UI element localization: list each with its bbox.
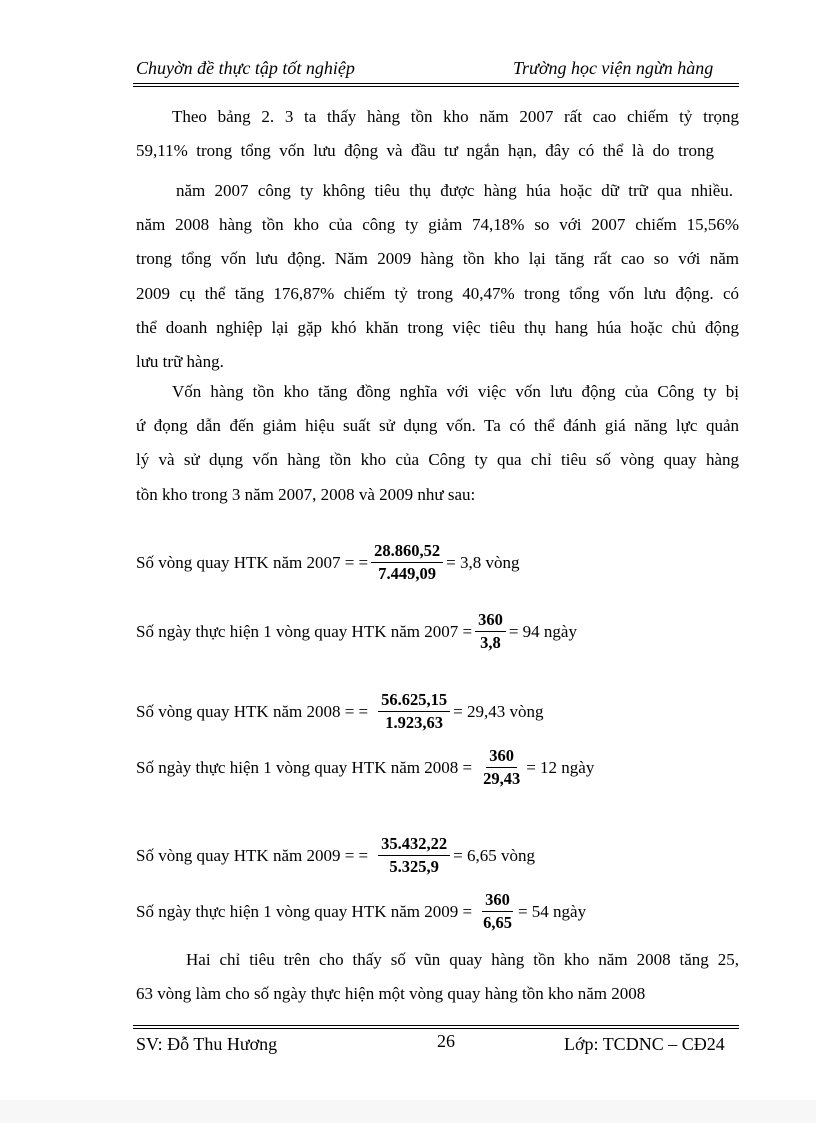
formula-turnover-2007 bbox=[136, 541, 519, 584]
text-line: 59,11% trong tổng vốn lưu động và đầu tư ngắn hạn, đây có thể là do trong bbox=[136, 141, 714, 161]
fraction bbox=[480, 746, 523, 789]
text-line: ứ đọng dẫn đến giảm hiệu suất sử dụng vốn. Ta có thể đánh giá năng lực quản bbox=[136, 416, 739, 436]
formula-result: = 12 ngày bbox=[526, 757, 595, 777]
fraction-denominator: 29,43 bbox=[483, 769, 521, 788]
formula-days-2009 bbox=[136, 890, 586, 933]
formula-label: Số vòng quay HTK năm 2008 = = bbox=[136, 701, 369, 721]
paragraph-conclusion bbox=[136, 943, 739, 1011]
footer-rule bbox=[133, 1025, 739, 1026]
fraction-numerator: 28.860,52 bbox=[371, 541, 443, 563]
text-line: năm 2007 công ty không tiêu thụ được hàng húa hoặc dữ trữ qua nhiều. bbox=[176, 181, 733, 200]
formula-label: Số vòng quay HTK năm 2009 = = bbox=[136, 845, 369, 865]
text-line: trong tổng vốn lưu động. Năm 2009 hàng tồn kho lại tăng rất cao so với năm bbox=[136, 249, 739, 269]
fraction-denominator: 5.325,9 bbox=[389, 857, 439, 876]
paragraph-inventory-trend bbox=[136, 174, 739, 379]
header-rule-double bbox=[133, 86, 739, 87]
formula-days-2008 bbox=[136, 746, 594, 789]
paragraph-inventory-2007 bbox=[136, 100, 739, 168]
fraction bbox=[475, 610, 506, 653]
text-line: 63 vòng làm cho số ngày thực hiện một vòng quay hàng tồn kho năm 2008 bbox=[136, 984, 646, 1004]
text-line: 2009 cụ thể tăng 176,87% chiếm tỷ trong 40,47% trong tổng vốn lưu động. có bbox=[136, 283, 739, 303]
fraction-denominator: 1.923,63 bbox=[385, 713, 444, 732]
fraction-denominator: 7.449,09 bbox=[378, 564, 437, 583]
fraction bbox=[371, 541, 443, 584]
page-number: 26 bbox=[437, 1031, 455, 1051]
fraction bbox=[480, 890, 515, 933]
text-line: lý và sử dụng vốn hàng tồn kho của Công ty qua chỉ tiêu số vòng quay hàng bbox=[136, 450, 739, 470]
formula-label: Số vòng quay HTK năm 2007 = = bbox=[136, 552, 369, 572]
formula-label: Số ngày thực hiện 1 vòng quay HTK năm 2008 = bbox=[136, 757, 473, 777]
text-line: năm 2008 hàng tồn kho của công ty giảm 74,18% so với 2007 chiếm 15,56% bbox=[136, 215, 739, 235]
footer-class: Lớp: TCDNC – CĐ24 bbox=[564, 1034, 725, 1054]
fraction-numerator: 360 bbox=[482, 890, 513, 912]
formula-label: Số ngày thực hiện 1 vòng quay HTK năm 2007 = bbox=[136, 621, 473, 641]
formula-result: = 6,65 vòng bbox=[453, 845, 535, 865]
formula-result: = 3,8 vòng bbox=[446, 552, 520, 572]
fraction-numerator: 360 bbox=[486, 746, 517, 768]
fraction-numerator: 56.625,15 bbox=[378, 690, 450, 712]
formula-result: = 54 ngày bbox=[517, 901, 587, 921]
header-rule bbox=[133, 83, 739, 84]
formula-result: = 94 ngày bbox=[508, 621, 577, 641]
text-line: thể doanh nghiệp lại gặp khó khăn trong việc tiêu thụ hang húa hoặc chủ động bbox=[136, 317, 739, 337]
formula-result: = 29,43 vòng bbox=[453, 701, 544, 721]
text-line: lưu trữ hàng. bbox=[136, 352, 224, 372]
fraction-denominator: 3,8 bbox=[480, 633, 501, 652]
header-institution: Trường học viện ngừn hàng bbox=[513, 58, 714, 78]
formula-label: Số ngày thực hiện 1 vòng quay HTK năm 2009 = bbox=[136, 901, 473, 921]
formula-days-2007 bbox=[136, 610, 577, 653]
formula-turnover-2009 bbox=[136, 834, 535, 877]
footer-rule-double bbox=[133, 1028, 739, 1029]
text-line: Theo bảng 2. 3 ta thấy hàng tồn kho năm 2007 rất cao chiếm tỷ trọng bbox=[172, 107, 739, 126]
fraction bbox=[378, 834, 450, 877]
text-line: Vốn hàng tồn kho tăng đồng nghĩa với việc vốn lưu động của Công ty bị bbox=[172, 382, 739, 401]
fraction-numerator: 35.432,22 bbox=[378, 834, 450, 856]
footer-student-name: SV: Đỗ Thu Hương bbox=[136, 1034, 278, 1054]
text-line: Hai chỉ tiêu trên cho thấy số vũn quay hàng tồn kho năm 2008 tăng 25, bbox=[186, 950, 739, 969]
page-bottom-margin bbox=[0, 1100, 816, 1123]
paragraph-turnover-intro bbox=[136, 375, 739, 512]
formula-turnover-2008 bbox=[136, 690, 543, 733]
text-line: tồn kho trong 3 năm 2007, 2008 và 2009 như sau: bbox=[136, 484, 476, 504]
header-document-type: Chuyờn đề thực tập tốt nghiệp bbox=[136, 58, 355, 78]
fraction bbox=[378, 690, 450, 733]
fraction-numerator: 360 bbox=[475, 610, 506, 632]
fraction-denominator: 6,65 bbox=[483, 913, 512, 932]
